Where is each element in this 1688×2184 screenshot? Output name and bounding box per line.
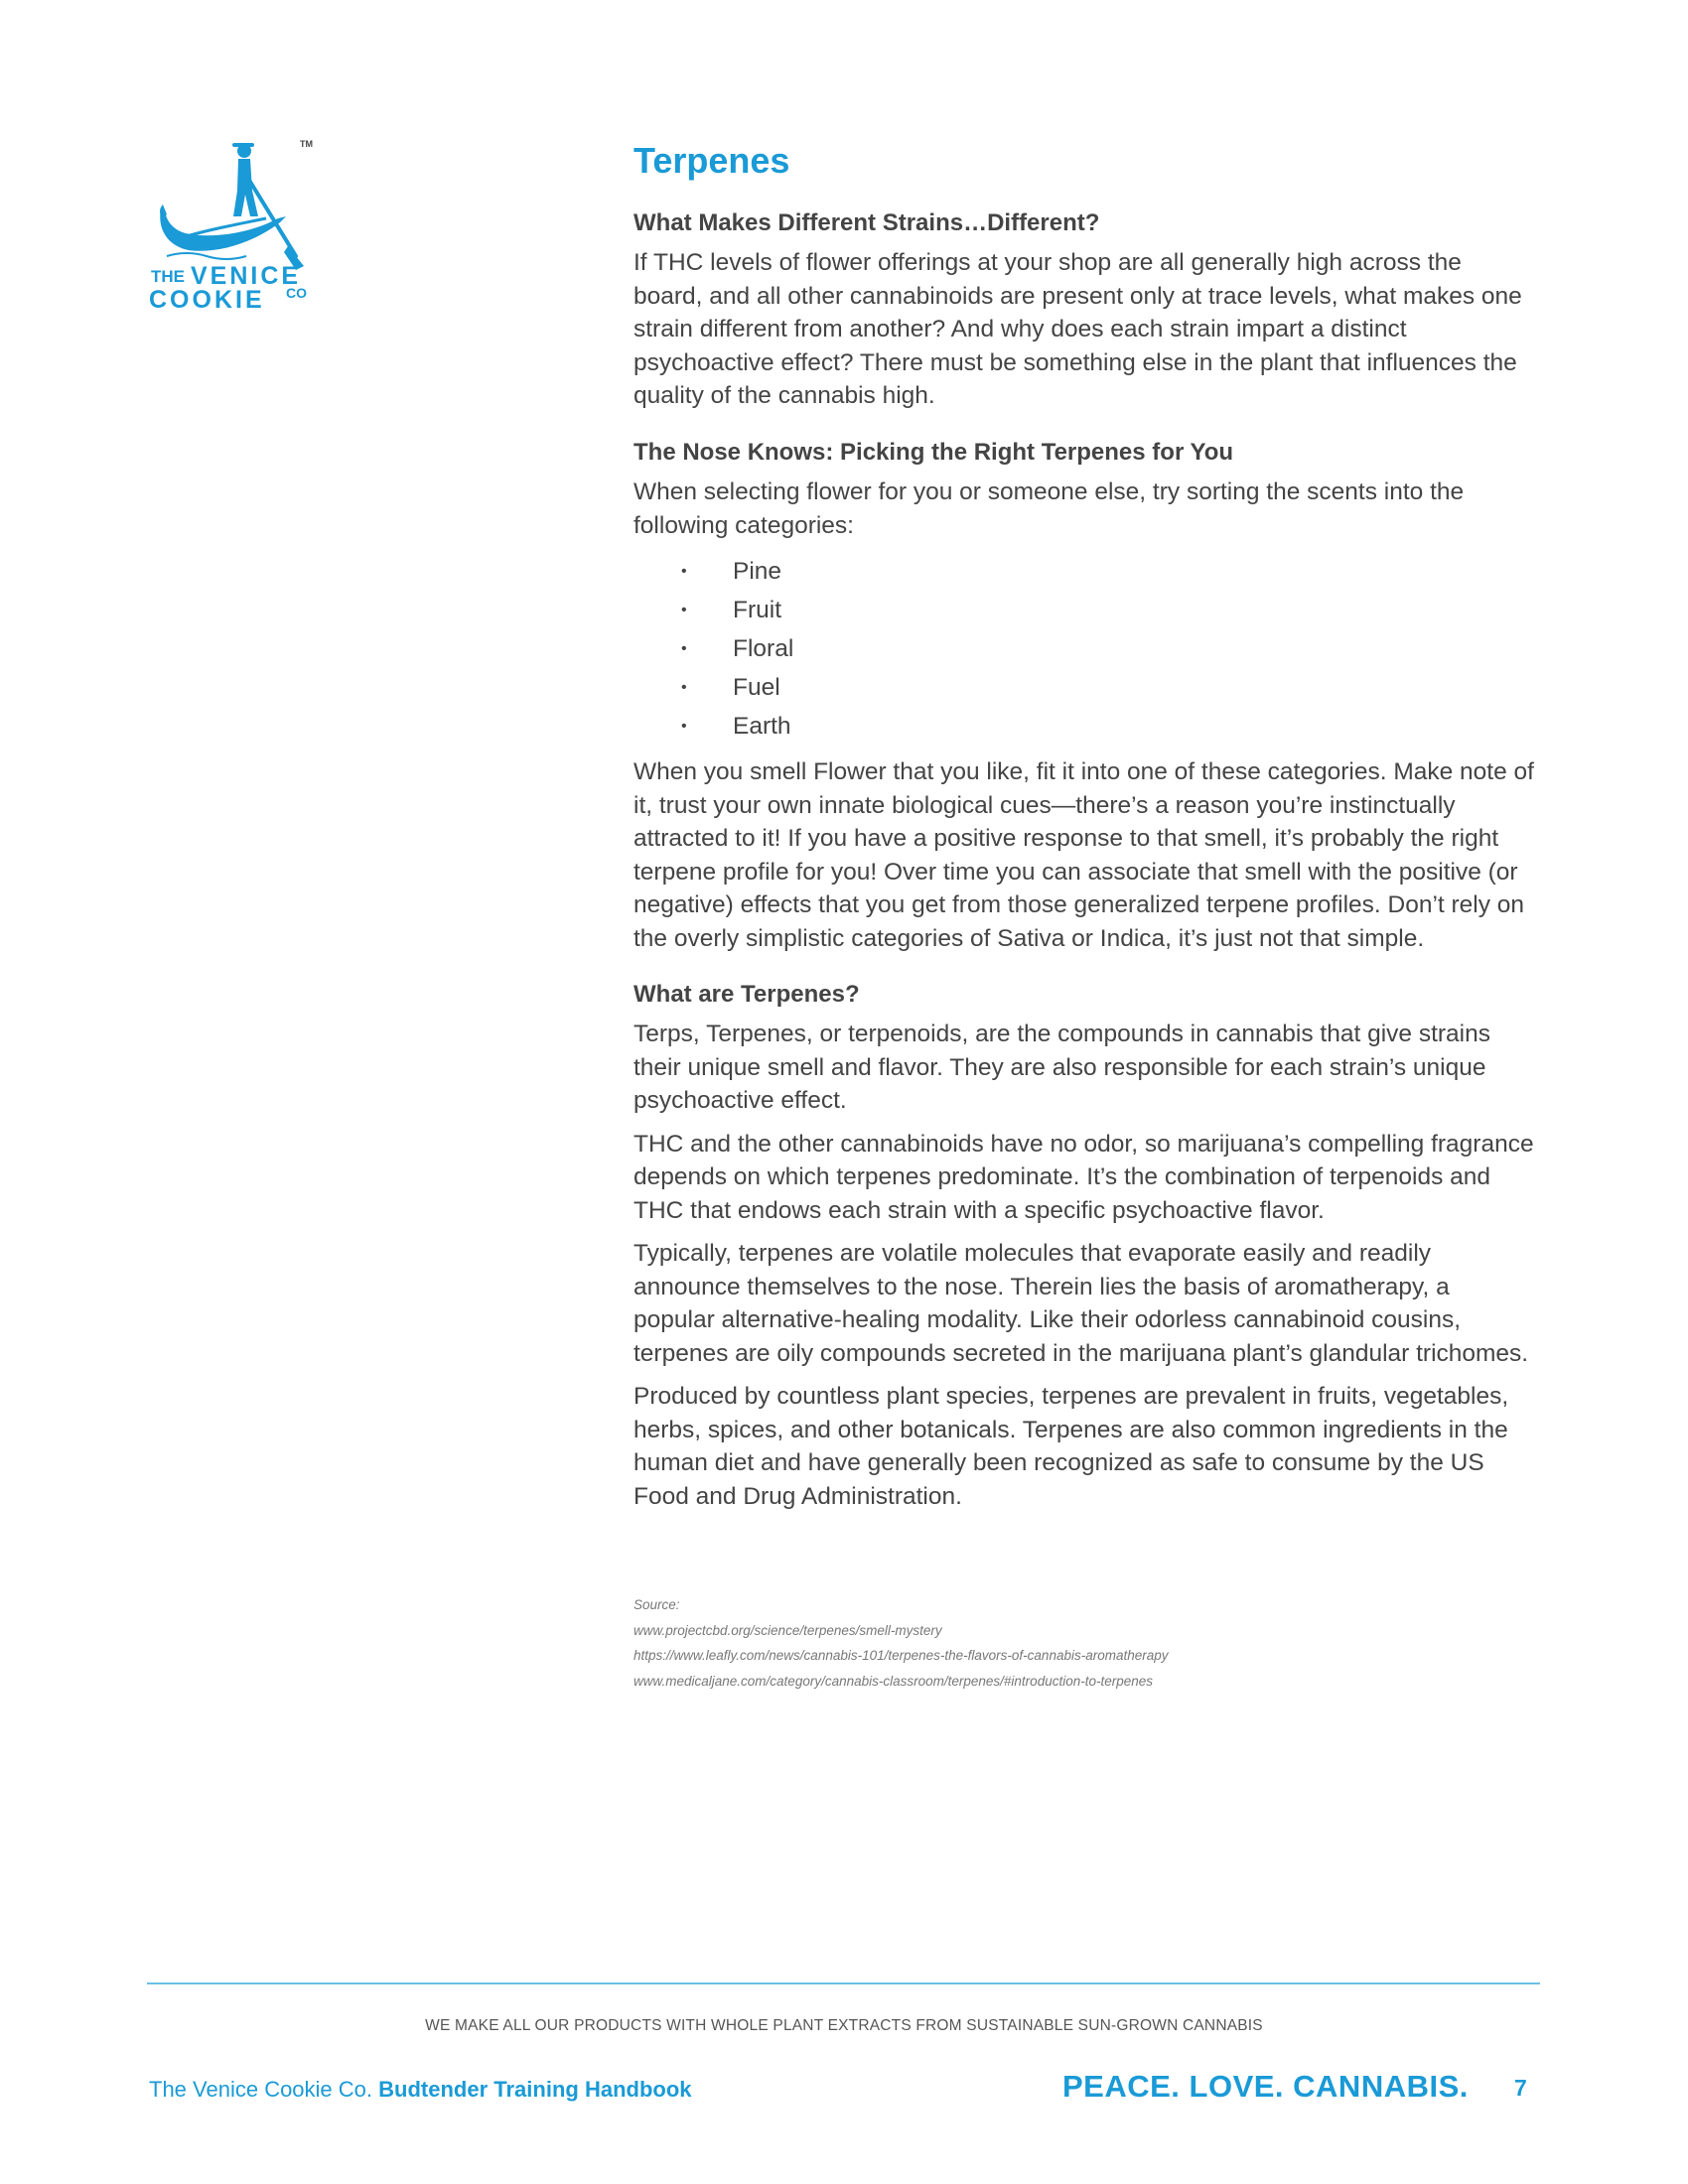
footer-handbook: Budtender Training Handbook — [378, 2077, 692, 2102]
footer-tagline: WE MAKE ALL OUR PRODUCTS WITH WHOLE PLANT EXTRACTS FROM SUSTAINABLE SUN-GROWN CANNABIS — [425, 2017, 1263, 2034]
sources-block — [633, 1592, 1527, 1694]
section-heading-nose-knows: The Nose Knows: Picking the Right Terpenes for You — [633, 438, 1234, 466]
paragraph: When selecting flower for you or someone else, try sorting the scents into the following categories: — [633, 478, 1465, 539]
paragraph: If THC levels of flower offerings at your shop are all generally high across the board, and all other cannabinoids are present only at trace levels, what makes one strain different from another? And why does each strain impart a distinct psychoactive effect? There must be something else in the plant that influences the quality of the cannabis high. — [633, 249, 1522, 410]
trademark-mark: TM — [300, 139, 313, 149]
list-item — [681, 668, 1537, 707]
paragraph: Produced by countless plant species, terpenes are prevalent in fruits, vegetables, herbs, spices, and other botanicals. Terpenes are also common ingredients in the human diet and have generally been recognized as safe to consume by the US Food and Drug Administration. — [633, 1383, 1509, 1510]
list-item-label: Fruit — [733, 597, 781, 624]
paragraph: Typically, terpenes are volatile molecules that evaporate easily and readily announce themselves to the nose. Therein lies the basis of aromatherapy, a popular alternative-healing modality. Like their odorless cannabinoid cousins, terpenes are oily compounds secreted in the marijuana plant’s glandular trichomes. — [633, 1240, 1529, 1367]
paragraph: Terps, Terpenes, or terpenoids, are the compounds in cannabis that give strains their unique smell and flavor. They are also responsible for each strain’s unique psychoactive effect. — [633, 1021, 1490, 1115]
section-heading-strains: What Makes Different Strains…Different? — [633, 209, 1100, 237]
list-item — [681, 591, 1537, 629]
list-item-label: Floral — [733, 635, 794, 663]
list-item — [681, 707, 1537, 746]
main-content — [633, 139, 1537, 1523]
brand-logo — [147, 139, 326, 308]
paragraph: THC and the other cannabinoids have no odor, so marijuana’s compelling fragrance depends on which terpenes predominate. It’s the combination of terpenoids and THC that endows each strain with a specific psychoactive flavor. — [633, 1130, 1534, 1224]
sources-label: Source: — [633, 1597, 680, 1612]
logo-venice: VENICE — [191, 262, 302, 290]
bullet-icon: • — [681, 640, 687, 658]
page-number: 7 — [1514, 2075, 1527, 2101]
footer-slogan: PEACE. LOVE. CANNABIS. — [1062, 2069, 1469, 2104]
paragraph: When you smell Flower that you like, fit it into one of these categories. Make note of it, trust your own innate biological cues—there’s a reason you’re instinctually attracted to it! If you have a positive response to that smell, it’s probably the right terpene profile for you! Over time you can associate that smell with the positive (or negative) effects that you get from those generalized terpene profiles. Don’t rely on the overly simplistic categories of Sativa or Indica, it’s just not that simple. — [633, 758, 1534, 952]
list-item-label: Pine — [733, 558, 782, 586]
section-nose-knows — [633, 437, 1537, 955]
scent-category-list — [633, 552, 1537, 746]
list-item — [681, 552, 1537, 591]
list-item-label: Earth — [733, 713, 791, 741]
logo-co: CO — [286, 285, 307, 301]
section-what-are-terpenes — [633, 979, 1537, 1513]
logo-the: THE — [151, 267, 185, 286]
footer-handbook-title — [149, 2077, 692, 2103]
section-strains — [633, 207, 1537, 413]
bullet-icon: • — [681, 718, 687, 736]
source-link[interactable]: www.medicaljane.com/category/cannabis-classroom/terpenes/#introduction-to-terpenes — [633, 1673, 1154, 1689]
page-title: Terpenes — [633, 140, 790, 181]
footer-company: The Venice Cookie Co. — [149, 2077, 373, 2102]
bullet-icon: • — [681, 679, 687, 697]
list-item — [681, 629, 1537, 668]
source-link[interactable]: www.projectcbd.org/science/terpenes/smell-mystery — [633, 1622, 942, 1638]
logo-cookie: COOKIE — [149, 286, 265, 308]
footer-divider — [147, 1982, 1540, 1984]
section-heading-what-are-terpenes: What are Terpenes? — [633, 981, 860, 1009]
list-item-label: Fuel — [733, 674, 780, 702]
source-link[interactable]: https://www.leafly.com/news/cannabis-101/terpenes-the-flavors-of-cannabis-aromatherapy — [633, 1648, 1169, 1663]
bullet-icon: • — [681, 563, 687, 581]
gondola-icon — [147, 139, 326, 308]
bullet-icon: • — [681, 602, 687, 619]
